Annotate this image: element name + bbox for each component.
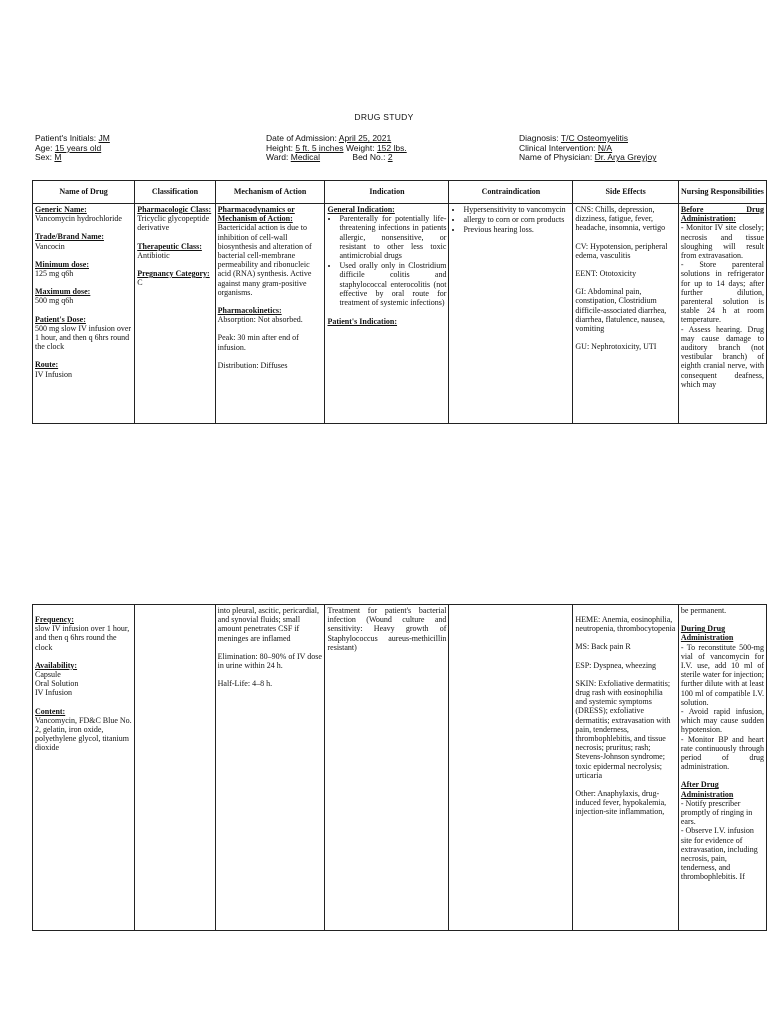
contraindication-item: • allergy to corn or corn products bbox=[463, 215, 570, 224]
age-value: 15 years old bbox=[54, 142, 102, 153]
header-name-of-drug: Name of Drug bbox=[33, 181, 135, 204]
contraindication-item: • Hypersensitivity to vancomycin bbox=[463, 205, 570, 214]
cell-side-effects: CNS: Chills, depression, dizziness, fatigue, fever, headache, insomnia, vertigo CV: Hypotension, peripheral edema, vasculitis EENT: Ototoxicity GI: Abdominal pain, constipation, Clostridium difficile-associated diarrhea, diarrhea, flatulence, nausea, vomiting GU: Nephrotoxicity, UTI bbox=[573, 204, 678, 424]
header-side-effects: Side Effects bbox=[573, 181, 678, 204]
patient-info-col2 bbox=[266, 134, 501, 163]
height-weight-line: Height: 5 ft. 5 inches Weight: 152 lbs. bbox=[266, 142, 407, 153]
diagnosis-line: Diagnosis: T/C Osteomyelitis bbox=[519, 133, 628, 143]
document-title: DRUG STUDY bbox=[354, 112, 414, 122]
patient-info-col3 bbox=[519, 134, 690, 163]
intervention-line: Clinical Intervention: N/A bbox=[519, 142, 613, 153]
admission-line: Date of Admission: April 25, 2021 bbox=[266, 133, 392, 143]
cell-name-of-drug-cont: Frequency: slow IV infusion over 1 hour, and then q 6hrs round the clock Availability: Capsule Oral Solution IV Infusion Content: Vancomycin, FD&C Blue No. 2, gelatin, iron oxide, polyethylene glycol, titanium dioxide bbox=[33, 605, 135, 931]
cell-nursing: Before Drug Administration: - Monitor IV site closely; necrosis and tissue sloughing will result from extravasation. - Store parenteral solutions in refrigerator for up to 14 days; after further dilution, parenteral solution is stable 24 h at room temperature. - Assess hearing. Drug may cause damage to auditory branch (not vestibular branch) of eighth cranial nerve, with consequent deafness, which may bbox=[678, 204, 766, 424]
indication-item: • Parenterally for potentially life-threatening infections in patients allergic, nonsensitive, or resistant to other less toxic antimicrobial drugs bbox=[339, 214, 446, 260]
drug-study-table-page2 bbox=[32, 604, 767, 931]
age-line: Age: 15 years old bbox=[35, 142, 102, 153]
header-mechanism: Mechanism of Action bbox=[215, 181, 325, 204]
table-row bbox=[33, 204, 767, 424]
initials-line: Patient's Initials: JM bbox=[35, 133, 110, 143]
cell-classification: Pharmacologic Class: Tricyclic glycopeptide derivative Therapeutic Class: Antibiotic Pregnancy Category: C bbox=[135, 204, 215, 424]
admission-value: April 25, 2021 bbox=[338, 133, 392, 143]
patient-info-col1 bbox=[35, 134, 270, 163]
cell-contraindication bbox=[449, 204, 573, 424]
ward-value: Medical bbox=[290, 152, 321, 163]
bed-value: 2 bbox=[387, 152, 393, 163]
cell-classification-cont bbox=[135, 605, 215, 931]
header-nursing: Nursing Responsibilities bbox=[678, 181, 766, 204]
cell-mechanism: Pharmacodynamics or Mechanism of Action: Bactericidal action is due to inhibition of cell-wall biosynthesis and alteration of bacterial cell-membrane permeability and ribonucleic acid (RNA) synthesis. Active against many gram-positive organisms. Pharmacokinetics: Absorption: Not absorbed. Peak: 30 min after end of infusion. Distribution: Diffuses bbox=[215, 204, 325, 424]
contraindication-item: • Previous hearing loss. bbox=[463, 225, 570, 234]
cell-side-effects-cont: HEME: Anemia, eosinophilia, neutropenia, thrombocytopenia MS: Back pain R ESP: Dyspnea, wheezing SKIN: Exfoliative dermatitis; drug rash with eosinophilia and systemic symptoms (DRESS); exfoliative dermatitis; extravasation with pain, tenderness, thrombophlebitis, and tissue necrosis; pruritus; rash; Stevens-Johnson syndrome; toxic epidermal necrolysis; urticaria Other: Anaphylaxis, drug-induced fever, hypokalemia, injection-site inflammation, bbox=[573, 605, 678, 931]
drug-study-table-page1 bbox=[32, 180, 767, 424]
cell-nursing-cont: be permanent. During Drug Administration - To reconstitute 500-mg vial of vancomycin for I.V. use, add 10 ml of sterile water for injection; further dilute with at least 100 ml of compatible I.V. solution. - Avoid rapid infusion, which may cause sudden hypotension. - Monitor BP and heart rate continuously through period of drug administration. After Drug Administration - Notify prescriber promptly of ringing in ears. - Observe I.V. infusion site for evidence of extravasation, including necrosis, pain, tenderness, and thrombophlebitis. If bbox=[678, 605, 766, 931]
indication-item: • Used orally only in Clostridium difficile colitis and staphylococcal enterocolitis (not effective by oral route for treatment of systemic infections) bbox=[339, 261, 446, 307]
initials-value: JM bbox=[98, 133, 110, 143]
cell-mechanism-cont: into pleural, ascitic, pericardial, and synovial fluids; small amount penetrates CSF if meninges are inflamed Elimination: 80–90% of IV dose in urine within 24 h. Half-Life: 4–8 h. bbox=[215, 605, 325, 931]
cell-name-of-drug: Generic Name: Vancomycin hydrochloride Trade/Brand Name: Vancocin Minimum dose: 125 mg q6h Maximum dose: 500 mg q6h Patient's Dose: 500 mg slow IV infusion over 1 hour, and then q 6hrs round the clock Route: IV Infusion bbox=[33, 204, 135, 424]
cell-contraindication-cont bbox=[449, 605, 573, 931]
header-indication: Indication bbox=[325, 181, 449, 204]
height-value: 5 ft. 5 inches bbox=[295, 142, 344, 153]
cell-indication-cont: Treatment for patient's bacterial infection (Wound culture and sensitivity: Heavy growth of Staphylococcus aureus-methicillin resistant) bbox=[325, 605, 449, 931]
sex-value: M bbox=[54, 152, 62, 163]
weight-value: 152 lbs. bbox=[376, 142, 407, 153]
cell-indication: General Indication: • Parenterally for potentially life-threatening infections in patients allergic, nonsensitive, or resistant to other less toxic antimicrobial drugs • Used orally only in Clostridium difficile colitis and staphylococcal enterocolitis (not effective by oral route for treatment of systemic infections) Patient's Indication: bbox=[325, 204, 449, 424]
ward-bed-line: Ward: Medical Bed No.: 2 bbox=[266, 152, 393, 163]
sex-line: Sex: M bbox=[35, 152, 62, 163]
physician-value: Dr. Arya Greyjoy bbox=[594, 152, 657, 163]
table-header-row bbox=[33, 181, 767, 204]
diagnosis-value: T/C Osteomyelitis bbox=[560, 133, 628, 143]
table-row bbox=[33, 605, 767, 931]
header-classification: Classification bbox=[135, 181, 215, 204]
header-contraindication: Contraindication bbox=[449, 181, 573, 204]
intervention-value: N/A bbox=[597, 142, 613, 153]
physician-line: Name of Physician: Dr. Arya Greyjoy bbox=[519, 152, 657, 163]
